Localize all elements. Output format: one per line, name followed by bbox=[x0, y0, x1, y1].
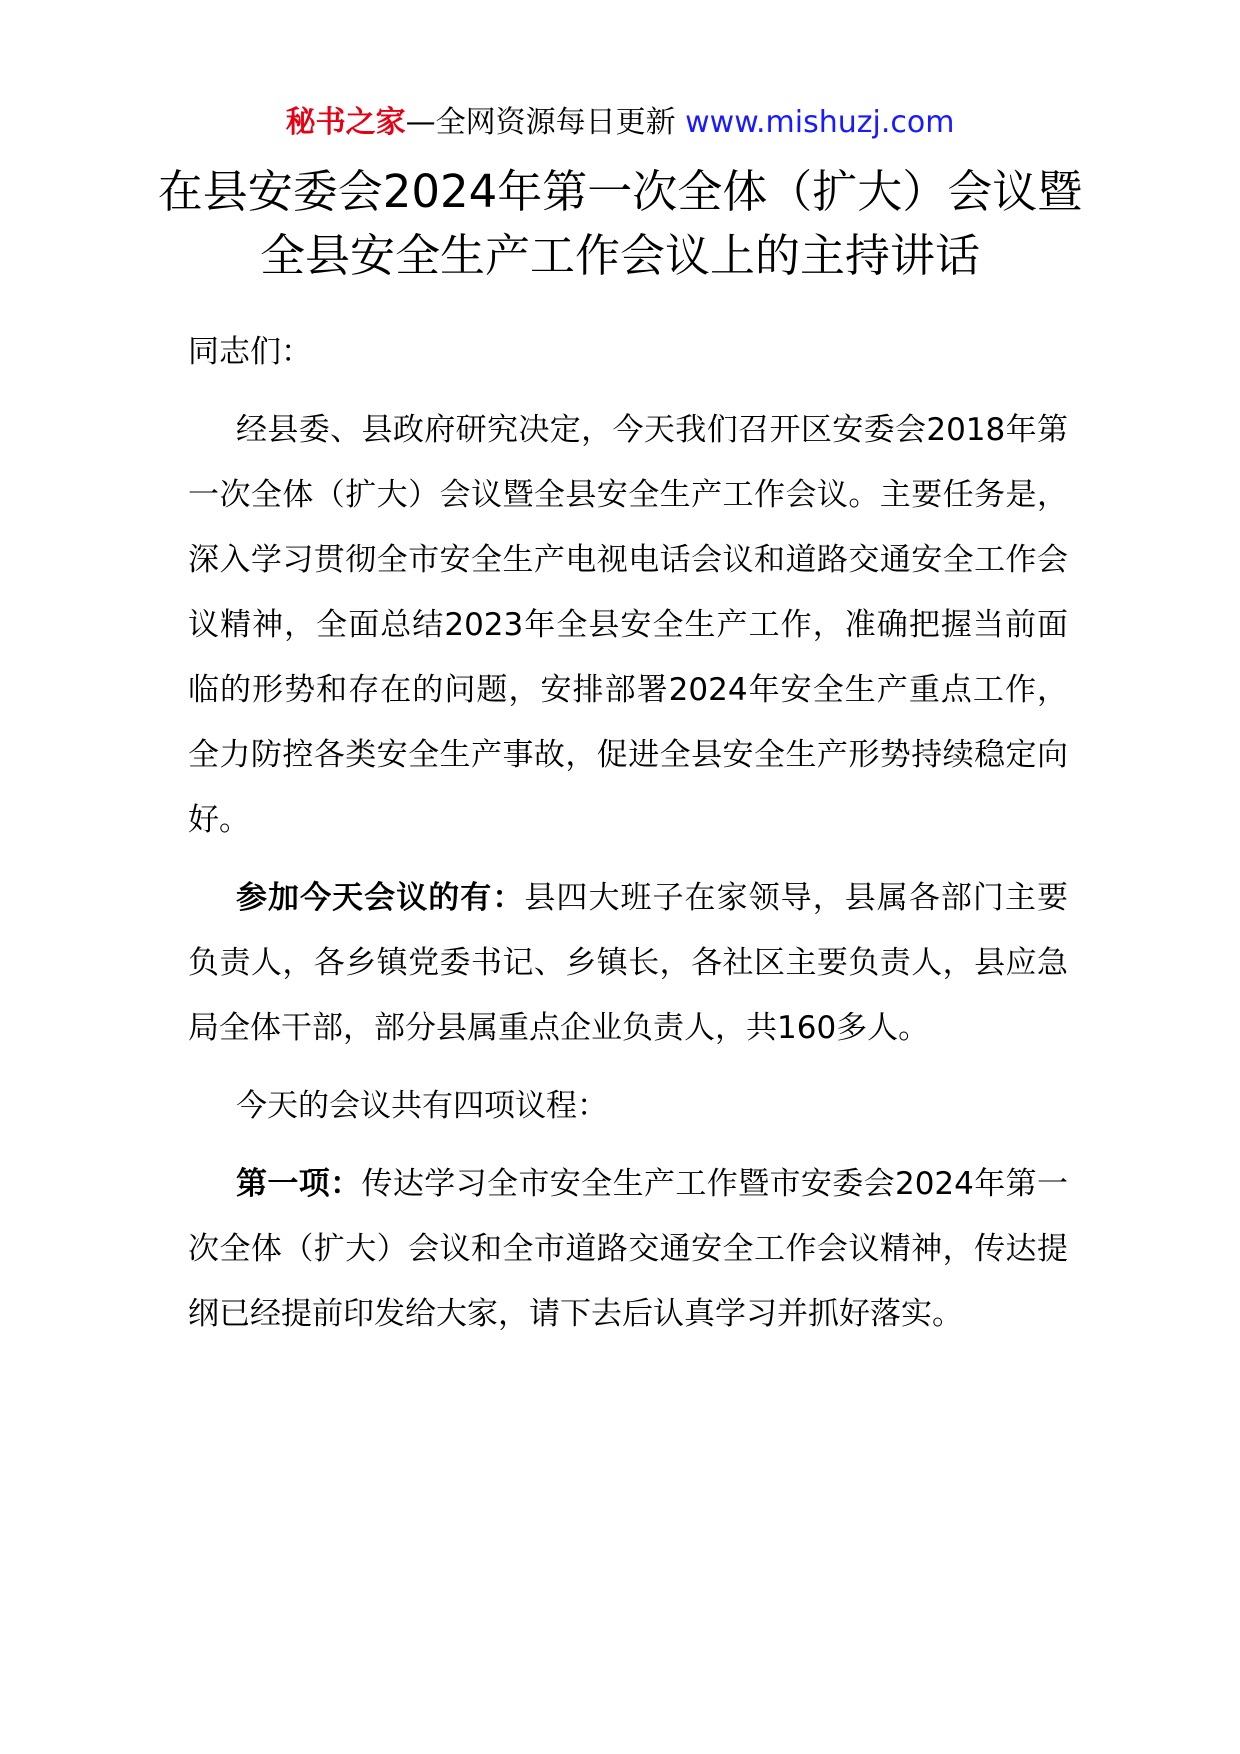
document-body bbox=[188, 320, 1068, 1360]
agenda-item-1-lead: 第一项： bbox=[236, 1166, 362, 1202]
paragraph-intro: 经县委、县政府研究决定，今天我们召开区安委会2018年第一次全体（扩大）会议暨全县安全生产工作会议。主要任务是，深入学习贯彻全市安全生产电视电话会议和道路交通安全工作会议精神，全面总结2023年全县安全生产工作，准确把握当前面临的形势和存在的问题，安排部署2024年安全生产重点工作，全力防控各类安全生产事故，促进全县安全生产形势持续稳定向好。 bbox=[188, 412, 1068, 838]
brand-name: 秘书之家 bbox=[285, 105, 406, 140]
paragraph-agenda-item-1 bbox=[188, 1152, 1068, 1347]
header-slogan: —全网资源每日更新 bbox=[405, 105, 686, 140]
attendees-lead: 参加今天会议的有： bbox=[236, 880, 525, 916]
greeting: 同志们： bbox=[188, 334, 312, 370]
paragraph-agenda-intro: 今天的会议共有四项议程： bbox=[236, 1088, 608, 1124]
site-url-link[interactable]: www.mishuzj.com bbox=[685, 105, 955, 140]
agenda-item-1-text: 传达学习全市安全生产工作暨市安委会2024年第一次全体（扩大）会议和全市道路交通安全工作会议精神，传达提纲已经提前印发给大家，请下去后认真学习并抓好落实。 bbox=[188, 1166, 1069, 1332]
document-title: 在县安委会2024年第一次全体（扩大）会议暨全县安全生产工作会议上的主持讲话 bbox=[157, 165, 1083, 282]
site-header bbox=[0, 100, 1240, 146]
attendees-text: 县四大班子在家领导，县属各部门主要负责人，各乡镇党委书记、乡镇长，各社区主要负责人，县应急局全体干部，部分县属重点企业负责人，共160多人。 bbox=[188, 880, 1068, 1046]
paragraph-attendees bbox=[188, 866, 1068, 1061]
